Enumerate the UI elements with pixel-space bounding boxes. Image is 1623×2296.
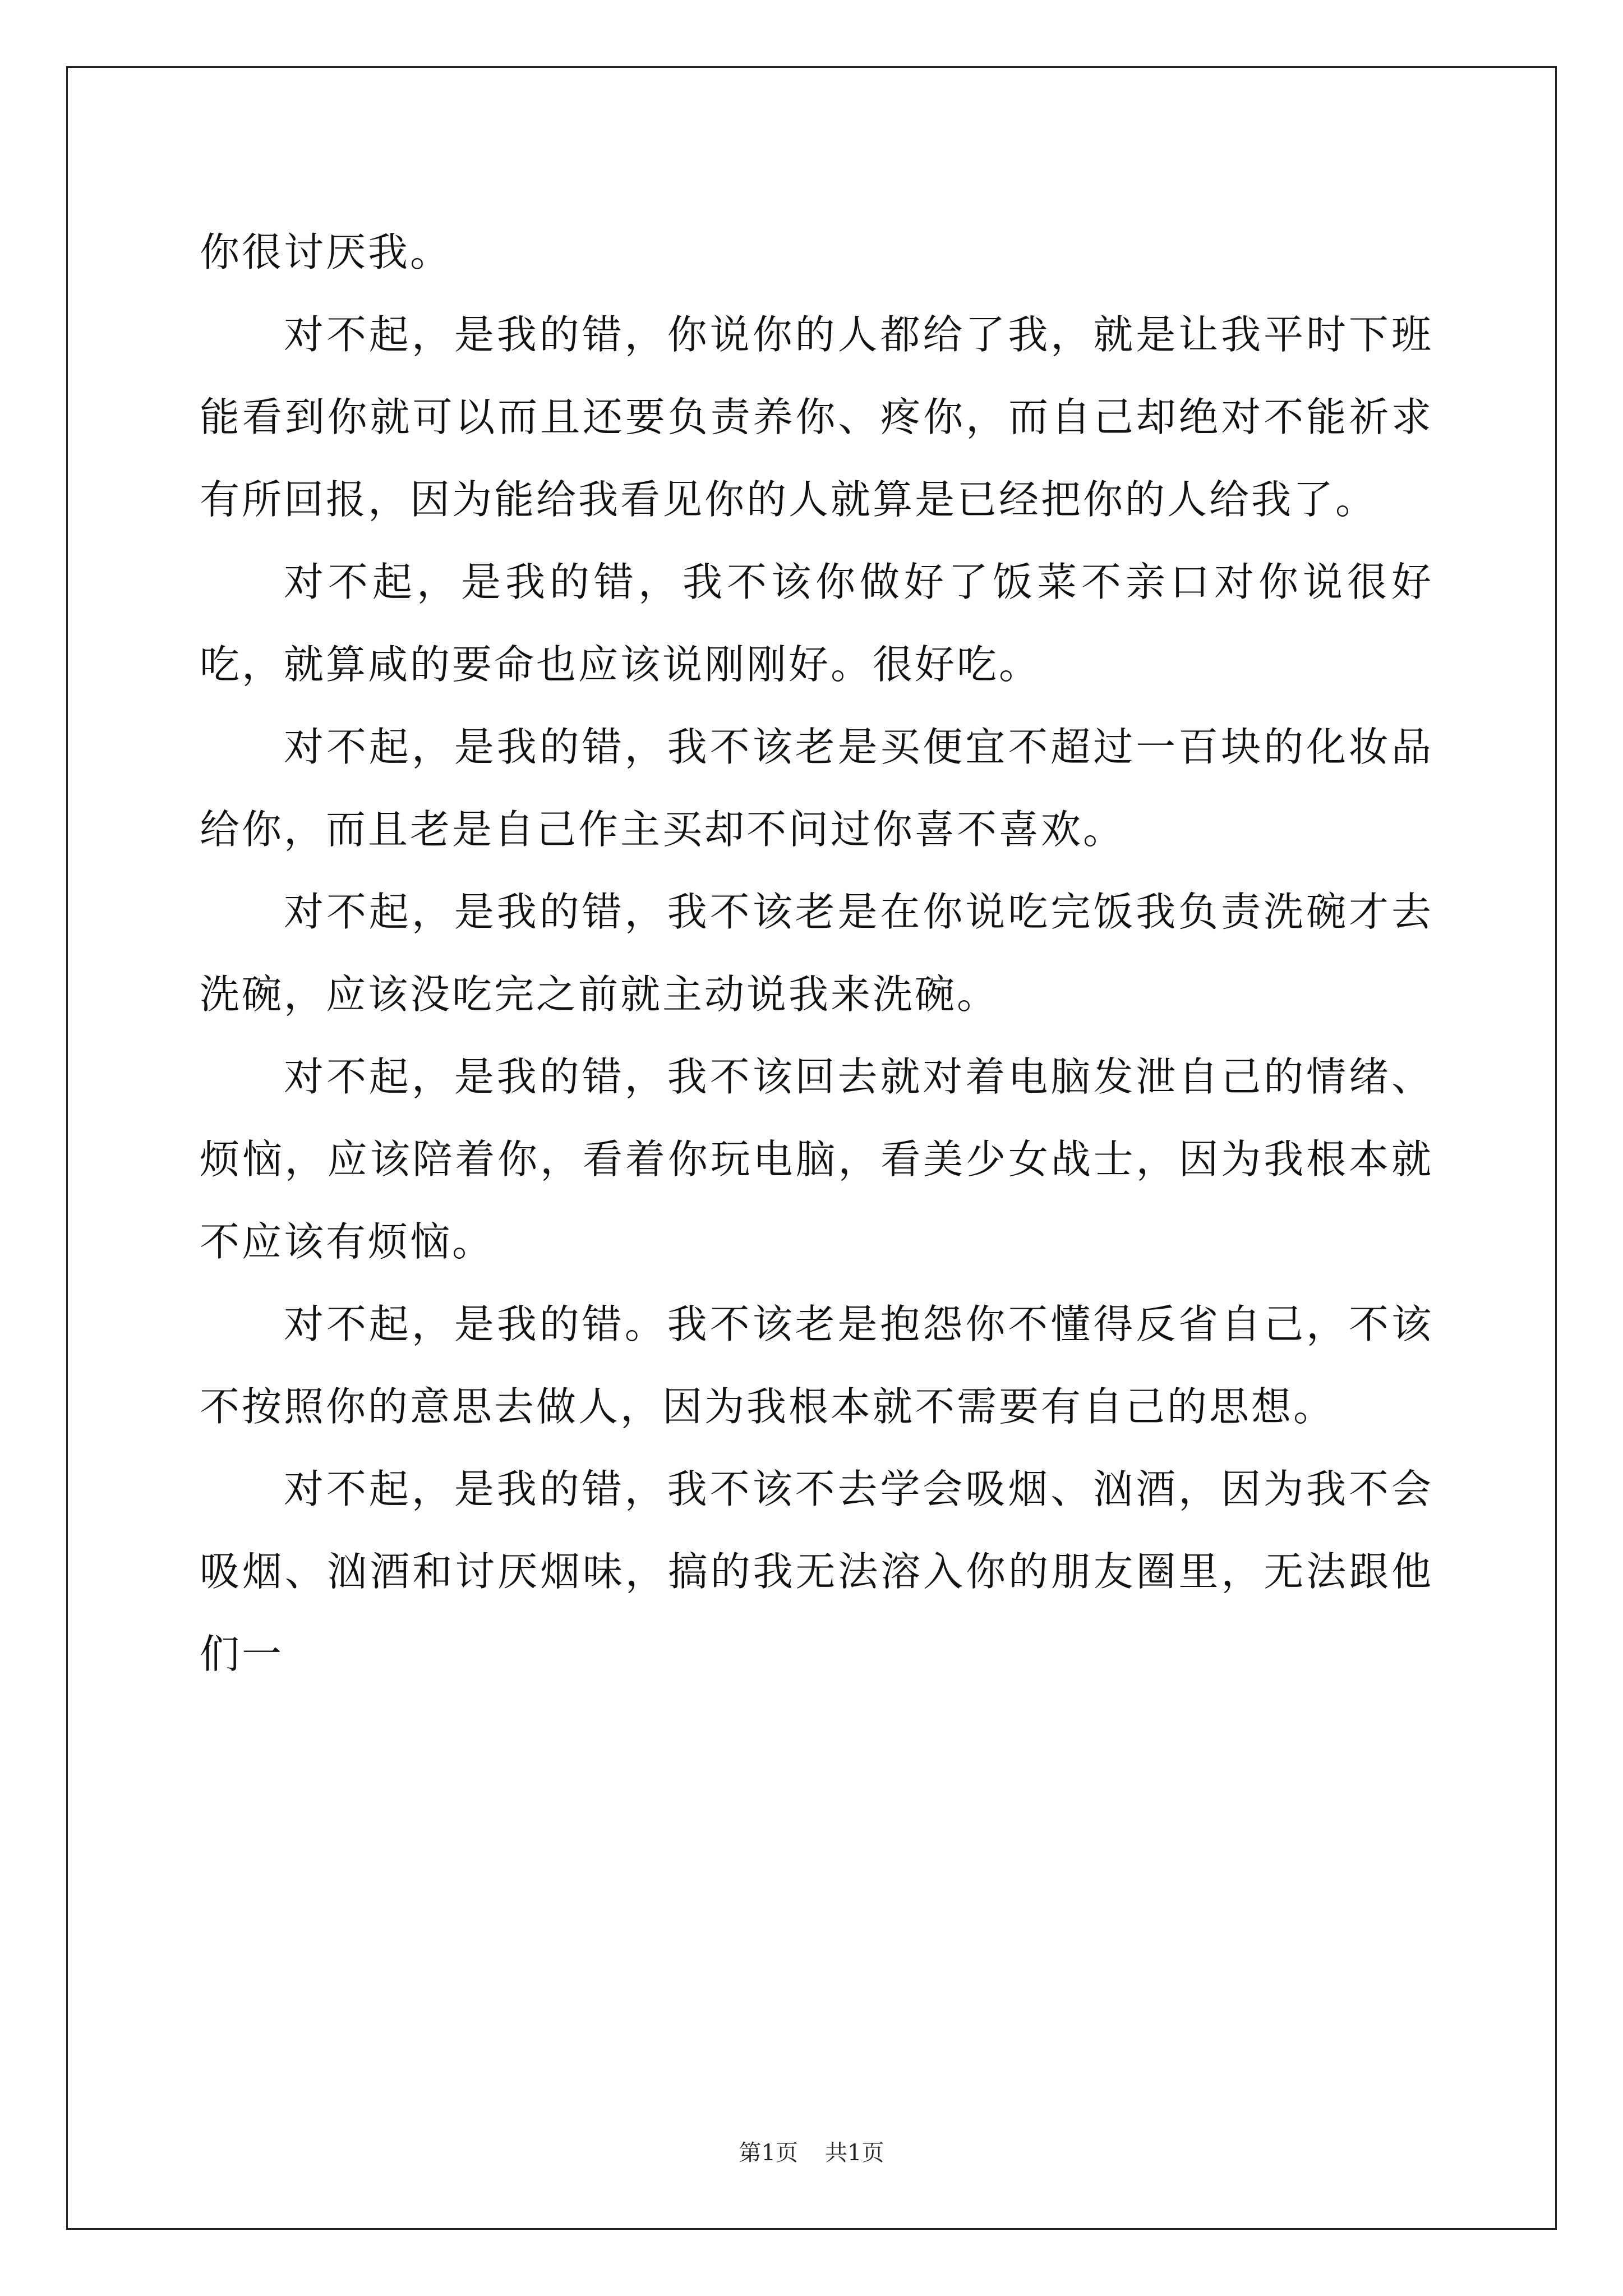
page-number: 第1页 bbox=[739, 2140, 798, 2166]
paragraph-7: 对不起，是我的错。我不该老是抱怨你不懂得反省自己，不该不按照你的意思去做人，因为我根本就不需要有自己的思想。 bbox=[200, 1301, 1433, 1430]
paragraph-8: 对不起，是我的错，我不该不去学会吸烟、汹酒，因为我不会吸烟、汹酒和讨厌烟味，搞的我无法溶入你的朋友圈里，无法跟他们一 bbox=[200, 1466, 1433, 1677]
page-footer bbox=[0, 2136, 1623, 2170]
paragraph-4: 对不起，是我的错，我不该老是买便宜不超过一百块的化妆品给你，而且老是自己作主买却不问过你喜不喜欢。 bbox=[200, 724, 1433, 853]
document-body bbox=[200, 211, 1433, 1695]
paragraph-3: 对不起，是我的错，我不该你做好了饭菜不亲口对你说很好吃，就算咸的要命也应该说刚刚好。很好吃。 bbox=[200, 559, 1433, 688]
paragraph-6: 对不起，是我的错，我不该回去就对着电脑发泄自己的情绪、烦恼，应该陪着你，看着你玩电脑，看美少女战士，因为我根本就不应该有烦恼。 bbox=[200, 1053, 1433, 1265]
paragraph-1: 你很讨厌我。 bbox=[200, 229, 453, 275]
page-total: 共1页 bbox=[825, 2140, 884, 2166]
paragraph-2: 对不起，是我的错，你说你的人都给了我，就是让我平时下班能看到你就可以而且还要负责养你、疼你，而自己却绝对不能祈求有所回报，因为能给我看见你的人就算是已经把你的人给我了。 bbox=[200, 311, 1433, 523]
paragraph-5: 对不起，是我的错，我不该老是在你说吃完饭我负责洗碗才去洗碗，应该没吃完之前就主动说我来洗碗。 bbox=[200, 889, 1433, 1018]
